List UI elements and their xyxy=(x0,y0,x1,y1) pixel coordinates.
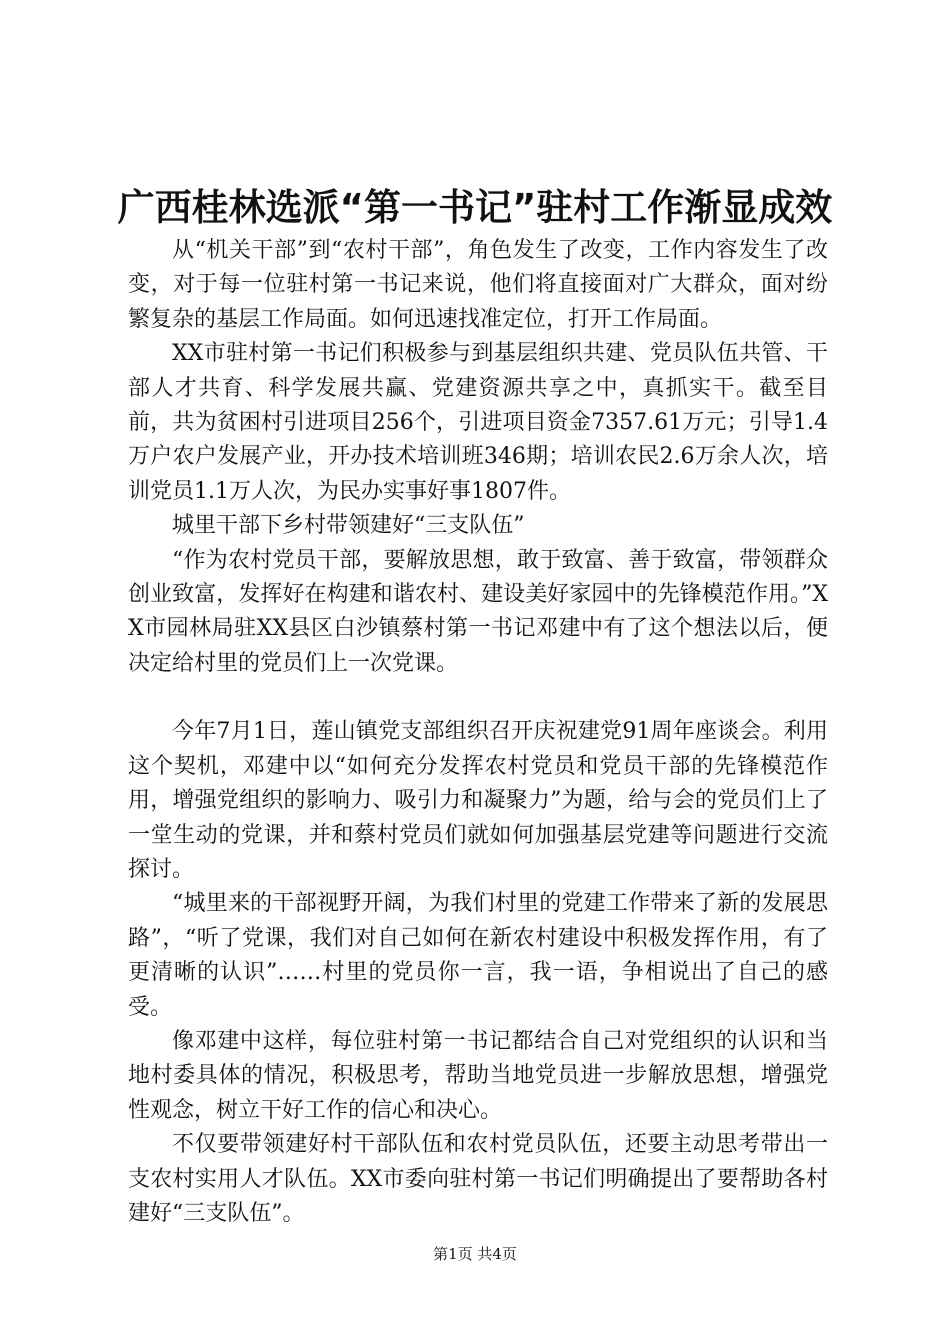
document-title: 广西桂林选派“第一书记”驻村工作渐显成效 xyxy=(117,186,833,229)
paragraph: XX市驻村第一书记们积极参与到基层组织共建、党员队伍共管、干部人才共育、科学发展共赢、党建资源共享之中，真抓实干。截至目前，共为贫困村引进项目256个，引进项目资金7357.61万元；引导1.4万户农户发展产业，开办技术培训班346期；培训农民2.6万余人次，培训党员1.1万人次，为民办实事好事1807件。 xyxy=(128,341,828,504)
page-number: 第1页 共4页 xyxy=(433,1245,517,1263)
paragraph: “作为农村党员干部，要解放思想，敢于致富、善于致富，带领群众创业致富，发挥好在构建和谐农村、建设美好家园中的先锋模范作用。”XX市园林局驻XX县区白沙镇蔡村第一书记邓建中有了这个想法以后，便决定给村里的党员们上一次党课。 xyxy=(128,547,828,676)
document-body xyxy=(128,234,828,1231)
paragraph: 从“机关干部”到“农村干部”，角色发生了改变，工作内容发生了改变，对于每一位驻村第一书记来说，他们将直接面对广大群众，面对纷繁复杂的基层工作局面。如何迅速找准定位，打开工作局面。 xyxy=(128,238,828,332)
section-heading: 城里干部下乡村带领建好“三支队伍” xyxy=(172,513,525,539)
paragraph: 不仅要带领建好村干部队伍和农村党员队伍，还要主动思考带出一支农村实用人才队伍。XX市委向驻村第一书记们明确提出了要帮助各村建好“三支队伍”。 xyxy=(128,1132,828,1226)
paragraph: 今年7月1日，莲山镇党支部组织召开庆祝建党91周年座谈会。利用这个契机，邓建中以“如何充分发挥农村党员和党员干部的先锋模范作用，增强党组织的影响力、吸引力和凝聚力”为题，给与会的党员们上了一堂生动的党课，并和蔡村党员们就如何加强基层党建等问题进行交流探讨。 xyxy=(128,719,828,882)
paragraph: “城里来的干部视野开阔，为我们村里的党建工作带来了新的发展思路”，“听了党课，我们对自己如何在新农村建设中积极发挥作用，有了更清晰的认识”……村里的党员你一言，我一语，争相说出了自己的感受。 xyxy=(128,891,828,1020)
paragraph: 像邓建中这样，每位驻村第一书记都结合自己对党组织的认识和当地村委具体的情况，积极思考，帮助当地党员进一步解放思想，增强党性观念，树立干好工作的信心和决心。 xyxy=(128,1028,828,1123)
